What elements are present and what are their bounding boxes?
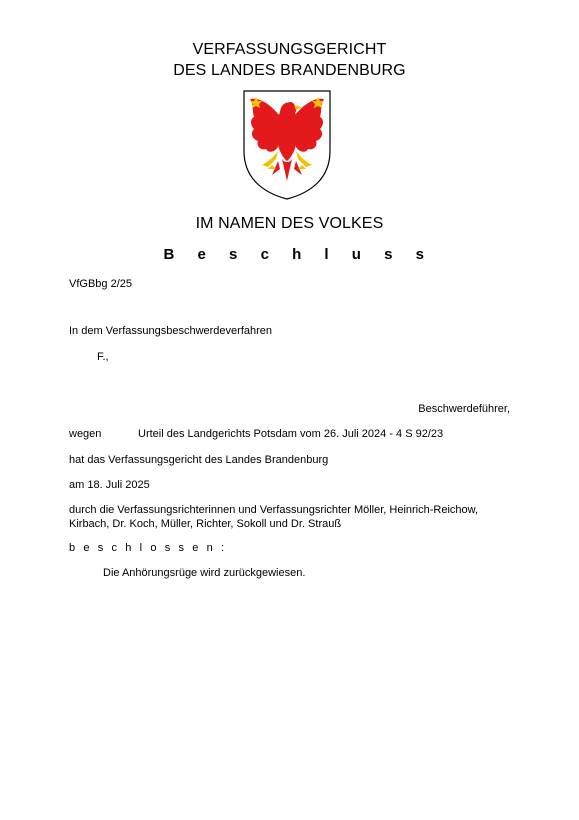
decision-date: am 18. Juli 2025 [69, 479, 150, 491]
judges-line1: durch die Verfassungsrichterinnen und Verfassungsrichter Möller, Heinrich-Reichow, [69, 504, 479, 516]
im-namen-des-volkes: IM NAMEN DES VOLKES [195, 215, 384, 232]
tenor: Die Anhörungsrüge wird zurückgewiesen. [103, 567, 306, 579]
challenged-decision: Urteil des Landgerichts Potsdam vom 26. Juli 2024 - 4 S 92/23 [138, 428, 444, 440]
beschlossen-label: b e s c h l o s s e n : [69, 542, 227, 554]
wegen-label: wegen [69, 428, 102, 440]
judges-line2: Kirbach, Dr. Koch, Müller, Richter, Sokoll und Dr. Strauß [69, 518, 342, 530]
decision-type-title: B e s c h l u s s [163, 246, 434, 263]
party-role: Beschwerdeführer, [418, 403, 510, 415]
court-act-line: hat das Verfassungsgericht des Landes Brandenburg [69, 454, 329, 466]
court-name-line1: VERFASSUNGSGERICHT [192, 41, 387, 58]
brandenburg-eagle-icon [242, 89, 332, 201]
party-name: F., [97, 351, 109, 363]
proceeding-intro: In dem Verfassungsbeschwerdeverfahren [69, 325, 273, 337]
case-number: VfGBbg 2/25 [69, 278, 132, 290]
judges-paragraph [69, 503, 511, 531]
court-name-line2: DES LANDES BRANDENBURG [173, 62, 406, 79]
